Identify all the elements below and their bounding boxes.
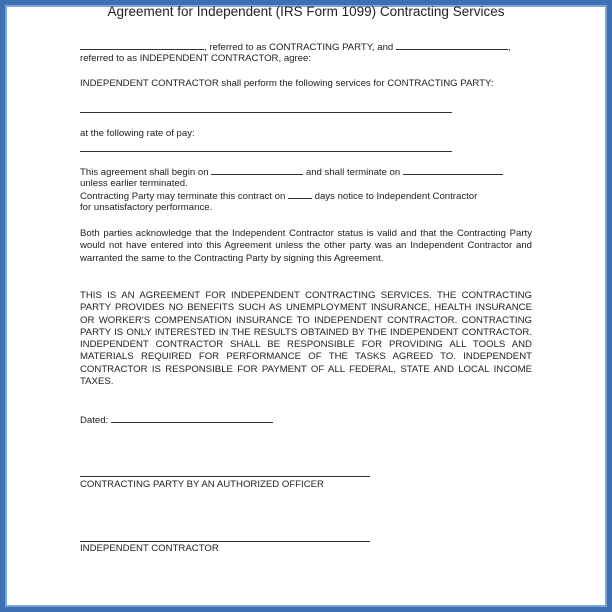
signature-label-1: CONTRACTING PARTY BY AN AUTHORIZED OFFICER (80, 479, 324, 490)
services-paragraph: INDEPENDENT CONTRACTOR shall perform the following services for CONTRACTING PARTY: (80, 78, 494, 89)
end-date-blank[interactable] (403, 166, 503, 175)
notice-label: Contracting Party may terminate this contract on (80, 191, 286, 202)
intro-line-2: referred to as INDEPENDENT CONTRACTOR, agree: (80, 53, 312, 64)
begin-label: This agreement shall begin on (80, 167, 209, 178)
rate-text: at the following rate of pay: (80, 128, 195, 139)
rate-blank-line[interactable] (80, 151, 452, 152)
begin-date-blank[interactable] (211, 166, 303, 175)
contractor-name-blank[interactable] (396, 41, 508, 50)
terminate-label: and shall terminate on (305, 167, 401, 178)
services-blank-line[interactable] (80, 112, 452, 113)
dated-line (80, 414, 532, 427)
dated-label: Dated: (80, 415, 109, 426)
term-line-4: for unsatisfactory performance. (80, 202, 213, 213)
dated-blank[interactable] (111, 414, 273, 423)
term-line-2: unless earlier terminated. (80, 178, 188, 189)
acknowledge-paragraph: Both parties acknowledge that the Independent Contractor status is valid and that the Contracting Party would not have entered into this Agreement unless the other party was an Independent Contractor and warranted the same to the Contracting Party by signing this Agreement. (80, 228, 532, 264)
notice-label-2: days notice to Independent Contractor (314, 191, 478, 202)
signature-line-1[interactable] (80, 476, 370, 477)
notice-days-blank[interactable] (288, 190, 312, 199)
signature-line-2[interactable] (80, 541, 370, 542)
intro-line-1: , referred to as CONTRACTING PARTY, and , (80, 41, 532, 54)
intro-text-1: , referred to as CONTRACTING PARTY, and (204, 42, 394, 53)
signature-label-2: INDEPENDENT CONTRACTOR (80, 543, 219, 554)
document-title: Agreement for Independent (IRS Form 1099) Contracting Services (107, 4, 505, 19)
contracting-party-name-blank[interactable] (80, 41, 204, 50)
disclaimer-paragraph: THIS IS AN AGREEMENT FOR INDEPENDENT CONTRACTING SERVICES. THE CONTRACTING PARTY PROVIDES NO BENEFITS SUCH AS UNEMPLOYMENT INSURANCE, HEALTH INSURANCE OR WORKER'S COMPENSATION INSURANCE TO INDEPENDENT CONTRACTOR. CONTRACTING PARTY IS ONLY INTERESTED IN THE RESULTS OBTAINED BY THE INDEPENDENT CONTRACTOR. INDEPENDENT CONTRACTOR SHALL BE RESPONSIBLE FOR PROVIDING ALL TOOLS AND MATERIALS REQUIRED FOR PERFORMANCE OF THE TASKS AGREED TO. INDEPENDENT CONTRACTOR IS RESPONSIBLE FOR PAYMENT OF ALL FEDERAL, STATE AND LOCAL INCOME TAXES. (80, 290, 532, 388)
